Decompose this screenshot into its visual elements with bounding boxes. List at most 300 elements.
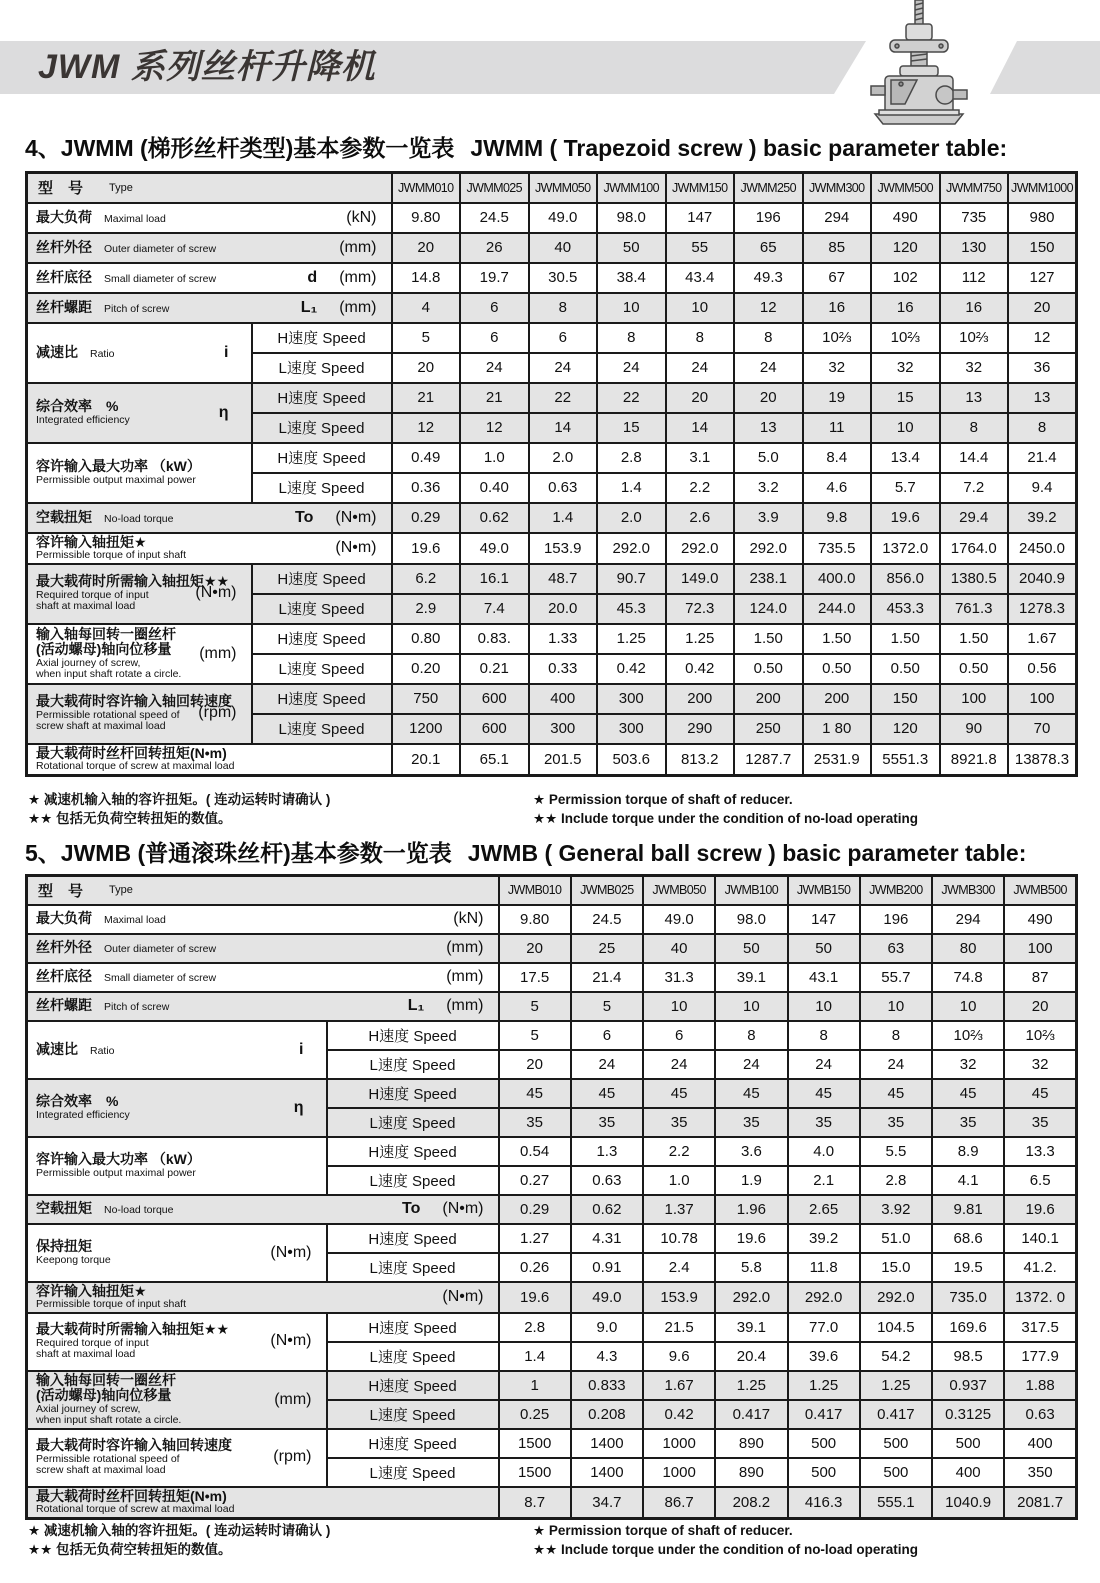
unit-label: (mm): [274, 1390, 312, 1408]
value-cell: 50: [715, 934, 787, 963]
value-cell: 30.5: [529, 263, 598, 293]
value-cell: 0.40: [460, 473, 529, 503]
value-cell: 1.96: [715, 1195, 787, 1224]
table-row: [27, 533, 1077, 564]
value-cell: 350: [1004, 1458, 1076, 1487]
value-cell: 54.2: [860, 1342, 932, 1371]
footnote-zh-2: ★★ 包括无负荷空转扭矩的数值。: [28, 1541, 232, 1557]
value-cell: 20: [392, 233, 461, 263]
value-cell: 19: [803, 383, 872, 413]
value-cell: 503.6: [597, 744, 666, 776]
value-cell: 292.0: [860, 1282, 932, 1313]
value-cell: 400.0: [803, 564, 872, 594]
section4-title: [25, 130, 1007, 163]
value-cell: 11.8: [788, 1253, 860, 1282]
value-cell: 85: [803, 233, 872, 263]
value-cell: 2.4: [643, 1253, 715, 1282]
model-header: JWMB500: [1004, 876, 1076, 905]
value-cell: 3.6: [715, 1137, 787, 1166]
value-cell: 453.3: [871, 594, 940, 624]
value-cell: 1500: [499, 1429, 571, 1458]
value-cell: 20.0: [529, 594, 598, 624]
unit-label: (kN): [453, 910, 484, 927]
section5-title-zh: 5、JWMB (普通滚珠丝杆)基本参数一览表: [25, 840, 452, 866]
value-cell: 0.25: [499, 1400, 571, 1429]
value-cell: 19.6: [499, 1282, 571, 1313]
value-cell: 20.1: [392, 744, 461, 776]
value-cell: 735.5: [803, 533, 872, 564]
header-band-right-stripe: [985, 41, 1100, 94]
value-cell: 6.5: [1004, 1166, 1076, 1195]
value-cell: 49.0: [643, 905, 715, 934]
table-header-row: [27, 876, 1077, 905]
value-cell: 51.0: [860, 1224, 932, 1253]
value-cell: 292.0: [597, 533, 666, 564]
value-cell: 169.6: [932, 1313, 1004, 1342]
value-cell: 5.8: [715, 1253, 787, 1282]
value-cell: 74.8: [932, 963, 1004, 992]
value-cell: 10.78: [643, 1224, 715, 1253]
table-row: [27, 1371, 1077, 1400]
value-cell: 3.1: [666, 443, 735, 473]
value-cell: 1 80: [803, 714, 872, 744]
speed-l-label: L速度 Speed: [252, 714, 392, 744]
value-cell: 45: [860, 1079, 932, 1108]
speed-h-label: H速度 Speed: [252, 624, 392, 654]
value-cell: 317.5: [1004, 1313, 1076, 1342]
row-label: 最大负荷 Maximal load (kN): [27, 905, 499, 934]
row-label: 容许输入最大功率 （kW） Permissible output maximal power: [27, 1137, 327, 1195]
value-cell: 19.6: [715, 1224, 787, 1253]
value-cell: 49.3: [734, 263, 803, 293]
value-cell: 0.83.: [460, 624, 529, 654]
value-cell: 43.4: [666, 263, 735, 293]
unit-label: (rpm): [198, 704, 237, 722]
value-cell: 1.27: [499, 1224, 571, 1253]
table-row: [27, 905, 1077, 934]
unit-label: (N•m): [442, 1288, 484, 1305]
table-row: [27, 992, 1077, 1021]
row-label: 综合效率 % Integrated efficiency η: [27, 1079, 327, 1137]
value-cell: 11: [803, 413, 872, 443]
value-cell: 1: [499, 1371, 571, 1400]
model-header: JWMB100: [715, 876, 787, 905]
value-cell: 49.0: [460, 533, 529, 564]
row-label: 容许输入轴扭矩★ Permissible torque of input shaft (N•m): [27, 1282, 499, 1313]
value-cell: 2.8: [597, 443, 666, 473]
unit-label: (mm): [446, 997, 484, 1014]
value-cell: 0.50: [871, 654, 940, 684]
value-cell: 15.0: [860, 1253, 932, 1282]
speed-h-label: H速度 Speed: [327, 1137, 499, 1166]
value-cell: 43.1: [788, 963, 860, 992]
row-label: 综合效率 % Integrated efficiency η: [27, 383, 252, 443]
table-row: [27, 233, 1077, 263]
value-cell: 5.7: [871, 473, 940, 503]
table-row: [27, 1137, 1077, 1166]
value-cell: 20: [499, 934, 571, 963]
value-cell: 1.50: [871, 624, 940, 654]
value-cell: 14: [529, 413, 598, 443]
value-cell: 8: [1008, 413, 1077, 443]
value-cell: 86.7: [643, 1487, 715, 1519]
row-label: 保持扭矩 Keepong torque (N•m): [27, 1224, 327, 1282]
table-row: [27, 383, 1077, 413]
value-cell: 0.63: [571, 1166, 643, 1195]
value-cell: 24: [529, 353, 598, 383]
value-cell: 1000: [643, 1458, 715, 1487]
value-cell: 3.2: [734, 473, 803, 503]
value-cell: 13: [734, 413, 803, 443]
value-cell: 6: [460, 293, 529, 323]
value-cell: 1500: [499, 1458, 571, 1487]
speed-l-label: L速度 Speed: [327, 1166, 499, 1195]
value-cell: 1.4: [597, 473, 666, 503]
value-cell: 0.62: [460, 503, 529, 533]
value-cell: 6: [571, 1021, 643, 1050]
value-cell: 9.80: [392, 203, 461, 233]
value-cell: 416.3: [788, 1487, 860, 1519]
value-cell: 1287.7: [734, 744, 803, 776]
value-cell: 8: [597, 323, 666, 353]
speed-l-label: L速度 Speed: [327, 1050, 499, 1079]
value-cell: 500: [788, 1458, 860, 1487]
value-cell: 980: [1008, 203, 1077, 233]
symbol-label: To: [402, 1200, 421, 1217]
table-row: [27, 934, 1077, 963]
speed-l-label: L速度 Speed: [327, 1400, 499, 1429]
value-cell: 10: [932, 992, 1004, 1021]
model-header: JWMB200: [860, 876, 932, 905]
value-cell: 41.2.: [1004, 1253, 1076, 1282]
value-cell: 13.3: [1004, 1137, 1076, 1166]
value-cell: 147: [788, 905, 860, 934]
value-cell: 90: [940, 714, 1009, 744]
speed-l-label: L速度 Speed: [327, 1342, 499, 1371]
model-header: JWMM500: [871, 173, 940, 203]
model-header: JWMM010: [392, 173, 461, 203]
value-cell: 294: [803, 203, 872, 233]
value-cell: 1.33: [529, 624, 598, 654]
symbol-label: d: [307, 268, 318, 286]
value-cell: 4.6: [803, 473, 872, 503]
value-cell: 490: [871, 203, 940, 233]
speed-h-label: H速度 Speed: [252, 684, 392, 714]
speed-l-label: L速度 Speed: [252, 473, 392, 503]
value-cell: 13: [1008, 383, 1077, 413]
value-cell: 8921.8: [940, 744, 1009, 776]
value-cell: 45: [932, 1079, 1004, 1108]
unit-label: (mm): [339, 298, 377, 316]
value-cell: 200: [803, 684, 872, 714]
value-cell: 49.0: [529, 203, 598, 233]
value-cell: 35: [715, 1108, 787, 1137]
table-row: [27, 203, 1077, 233]
row-label: 丝杆螺距 Pitch of screw L₁ (mm): [27, 293, 392, 323]
speed-l-label: L速度 Speed: [252, 413, 392, 443]
value-cell: 32: [1004, 1050, 1076, 1079]
value-cell: 9.8: [803, 503, 872, 533]
model-header: JWMM025: [460, 173, 529, 203]
value-cell: 0.417: [715, 1400, 787, 1429]
row-label: 丝杆底径 Small diameter of screw d (mm): [27, 263, 392, 293]
footnote-en-1: ★ Permission torque of shaft of reducer.: [533, 1523, 793, 1538]
value-cell: 0.91: [571, 1253, 643, 1282]
value-cell: 0.33: [529, 654, 598, 684]
value-cell: 14: [666, 413, 735, 443]
row-label: 输入轴每回转一圈丝杆 (活动螺母)轴向位移量 Axial journey of screw, when input shaft rotate a circle. (mm): [27, 624, 252, 684]
value-cell: 292.0: [666, 533, 735, 564]
value-cell: 24: [571, 1050, 643, 1079]
speed-h-label: H速度 Speed: [252, 383, 392, 413]
value-cell: 150: [1008, 233, 1077, 263]
model-header: JWMM150: [666, 173, 735, 203]
value-cell: 153.9: [529, 533, 598, 564]
value-cell: 490: [1004, 905, 1076, 934]
value-cell: 0.54: [499, 1137, 571, 1166]
footnote-zh-2: ★★ 包括无负荷空转扭矩的数值。: [28, 810, 232, 826]
value-cell: 32: [803, 353, 872, 383]
value-cell: 4.0: [788, 1137, 860, 1166]
value-cell: 0.208: [571, 1400, 643, 1429]
model-header: JWMB150: [788, 876, 860, 905]
value-cell: 0.50: [940, 654, 1009, 684]
row-label: 丝杆外径 Outer diameter of screw (mm): [27, 233, 392, 263]
value-cell: 20: [392, 353, 461, 383]
value-cell: 25: [571, 934, 643, 963]
value-cell: 2.2: [666, 473, 735, 503]
value-cell: 4: [392, 293, 461, 323]
speed-h-label: H速度 Speed: [252, 443, 392, 473]
value-cell: 1278.3: [1008, 594, 1077, 624]
value-cell: 16: [803, 293, 872, 323]
value-cell: 124.0: [734, 594, 803, 624]
value-cell: 26: [460, 233, 529, 263]
value-cell: 1200: [392, 714, 461, 744]
value-cell: 1000: [643, 1429, 715, 1458]
value-cell: 55.7: [860, 963, 932, 992]
value-cell: 292.0: [734, 533, 803, 564]
value-cell: 0.42: [597, 654, 666, 684]
value-cell: 80: [932, 934, 1004, 963]
value-cell: 1.25: [860, 1371, 932, 1400]
value-cell: 244.0: [803, 594, 872, 624]
value-cell: 0.62: [571, 1195, 643, 1224]
value-cell: 32: [932, 1050, 1004, 1079]
table-row: [27, 564, 1077, 594]
value-cell: 10: [597, 293, 666, 323]
value-cell: 39.1: [715, 963, 787, 992]
value-cell: 20: [499, 1050, 571, 1079]
value-cell: 9.4: [1008, 473, 1077, 503]
value-cell: 735: [940, 203, 1009, 233]
value-cell: 600: [460, 684, 529, 714]
value-cell: 49.0: [571, 1282, 643, 1313]
value-cell: 35: [860, 1108, 932, 1137]
value-cell: 9.6: [643, 1342, 715, 1371]
value-cell: 12: [392, 413, 461, 443]
value-cell: 555.1: [860, 1487, 932, 1519]
speed-l-label: L速度 Speed: [252, 654, 392, 684]
value-cell: 0.27: [499, 1166, 571, 1195]
model-header: JWMM1000: [1008, 173, 1077, 203]
speed-l-label: L速度 Speed: [327, 1253, 499, 1282]
unit-label: (N•m): [442, 1200, 484, 1217]
value-cell: 24: [788, 1050, 860, 1079]
value-cell: 196: [734, 203, 803, 233]
value-cell: 1.4: [529, 503, 598, 533]
value-cell: 1.9: [715, 1166, 787, 1195]
value-cell: 2.6: [666, 503, 735, 533]
value-cell: 2081.7: [1004, 1487, 1076, 1519]
value-cell: 5: [499, 1021, 571, 1050]
value-cell: 0.63: [529, 473, 598, 503]
value-cell: 39.2: [788, 1224, 860, 1253]
value-cell: 300: [597, 684, 666, 714]
table-row: [27, 744, 1077, 776]
value-cell: 200: [666, 684, 735, 714]
value-cell: 19.7: [460, 263, 529, 293]
value-cell: 24: [715, 1050, 787, 1079]
value-cell: 500: [788, 1429, 860, 1458]
table-row: [27, 1487, 1077, 1519]
value-cell: 98.0: [597, 203, 666, 233]
value-cell: 2040.9: [1008, 564, 1077, 594]
value-cell: 12: [460, 413, 529, 443]
value-cell: 1372. 0: [1004, 1282, 1076, 1313]
value-cell: 21.5: [643, 1313, 715, 1342]
value-cell: 6: [643, 1021, 715, 1050]
value-cell: 0.56: [1008, 654, 1077, 684]
value-cell: 8: [860, 1021, 932, 1050]
value-cell: 10: [860, 992, 932, 1021]
value-cell: 10⅔: [940, 323, 1009, 353]
value-cell: 15: [871, 383, 940, 413]
table-row: [27, 263, 1077, 293]
value-cell: 29.4: [940, 503, 1009, 533]
value-cell: 0.29: [499, 1195, 571, 1224]
value-cell: 0.29: [392, 503, 461, 533]
value-cell: 8: [529, 293, 598, 323]
value-cell: 0.50: [803, 654, 872, 684]
value-cell: 3.9: [734, 503, 803, 533]
value-cell: 65: [734, 233, 803, 263]
symbol-label: η: [218, 403, 229, 421]
model-header: JWMM250: [734, 173, 803, 203]
section4-title-en: JWMM ( Trapezoid screw ) basic parameter table:: [470, 135, 1008, 161]
value-cell: 63: [860, 934, 932, 963]
value-cell: 0.42: [643, 1400, 715, 1429]
speed-h-label: H速度 Speed: [252, 564, 392, 594]
value-cell: 50: [788, 934, 860, 963]
value-cell: 112: [940, 263, 1009, 293]
section5-title-en: JWMB ( General ball screw ) basic parameter table:: [467, 840, 1027, 866]
type-label-en: Type: [109, 181, 133, 194]
row-label: 减速比 Ratio i: [27, 323, 252, 383]
table-header-row: [27, 173, 1077, 203]
value-cell: 1040.9: [932, 1487, 1004, 1519]
unit-label: (mm): [446, 939, 484, 956]
value-cell: 1.25: [715, 1371, 787, 1400]
value-cell: 8.7: [499, 1487, 571, 1519]
value-cell: 24: [460, 353, 529, 383]
value-cell: 2450.0: [1008, 533, 1077, 564]
table-row: [27, 684, 1077, 714]
value-cell: 98.5: [932, 1342, 1004, 1371]
value-cell: 0.36: [392, 473, 461, 503]
table-row: [27, 1282, 1077, 1313]
value-cell: 8: [734, 323, 803, 353]
row-label: 容许输入轴扭矩★ Permissible torque of input shaft (N•m): [27, 533, 392, 564]
value-cell: 2.0: [597, 503, 666, 533]
model-header: JWMB050: [643, 876, 715, 905]
table-row: [27, 503, 1077, 533]
value-cell: 2.8: [499, 1313, 571, 1342]
value-cell: 19.6: [1004, 1195, 1076, 1224]
value-cell: 600: [460, 714, 529, 744]
model-header: JWMM300: [803, 173, 872, 203]
footnote-en-2: ★★ Include torque under the condition of no-load operating: [533, 810, 918, 826]
section5-title: [25, 835, 1026, 868]
value-cell: 130: [940, 233, 1009, 263]
value-cell: 100: [940, 684, 1009, 714]
speed-h-label: H速度 Speed: [327, 1313, 499, 1342]
value-cell: 750: [392, 684, 461, 714]
value-cell: 890: [715, 1429, 787, 1458]
table-row: [27, 1313, 1077, 1342]
unit-label: (rpm): [273, 1448, 312, 1466]
value-cell: 21.4: [1008, 443, 1077, 473]
row-label: 最大载荷时丝杆回转扭矩(N•m) Rotational torque of screw at maximal load: [27, 1487, 499, 1519]
value-cell: 17.5: [499, 963, 571, 992]
value-cell: 10: [788, 992, 860, 1021]
table-row: [27, 1429, 1077, 1458]
value-cell: 140.1: [1004, 1224, 1076, 1253]
value-cell: 70: [1008, 714, 1077, 744]
value-cell: 1.25: [666, 624, 735, 654]
value-cell: 38.4: [597, 263, 666, 293]
unit-label: (mm): [339, 268, 377, 286]
unit-label: (mm): [339, 238, 377, 256]
value-cell: 35: [571, 1108, 643, 1137]
value-cell: 10⅔: [932, 1021, 1004, 1050]
speed-h-label: H速度 Speed: [327, 1079, 499, 1108]
row-label: 空载扭矩 No-load torque To (N•m): [27, 1195, 499, 1224]
value-cell: 0.833: [571, 1371, 643, 1400]
type-header-cell: [27, 876, 499, 905]
value-cell: 14.4: [940, 443, 1009, 473]
section4-title-zh: 4、JWMM (梯形丝杆类型)基本参数一览表: [25, 135, 455, 161]
value-cell: 120: [871, 233, 940, 263]
value-cell: 0.26: [499, 1253, 571, 1282]
table-row: [27, 443, 1077, 473]
unit-label: (mm): [199, 644, 237, 662]
value-cell: 104.5: [860, 1313, 932, 1342]
row-label: 输入轴每回转一圈丝杆 (活动螺母)轴向位移量 Axial journey of screw, when input shaft rotate a circle. (mm): [27, 1371, 327, 1429]
model-header: JWMM750: [940, 173, 1009, 203]
footnote-en-2: ★★ Include torque under the condition of no-load operating: [533, 1541, 918, 1557]
value-cell: 14.8: [392, 263, 461, 293]
value-cell: 4.3: [571, 1342, 643, 1371]
value-cell: 19.5: [932, 1253, 1004, 1282]
value-cell: 400: [529, 684, 598, 714]
value-cell: 35: [788, 1108, 860, 1137]
value-cell: 1.3: [571, 1137, 643, 1166]
symbol-label: To: [295, 508, 314, 526]
value-cell: 2531.9: [803, 744, 872, 776]
value-cell: 16: [871, 293, 940, 323]
value-cell: 10: [871, 413, 940, 443]
